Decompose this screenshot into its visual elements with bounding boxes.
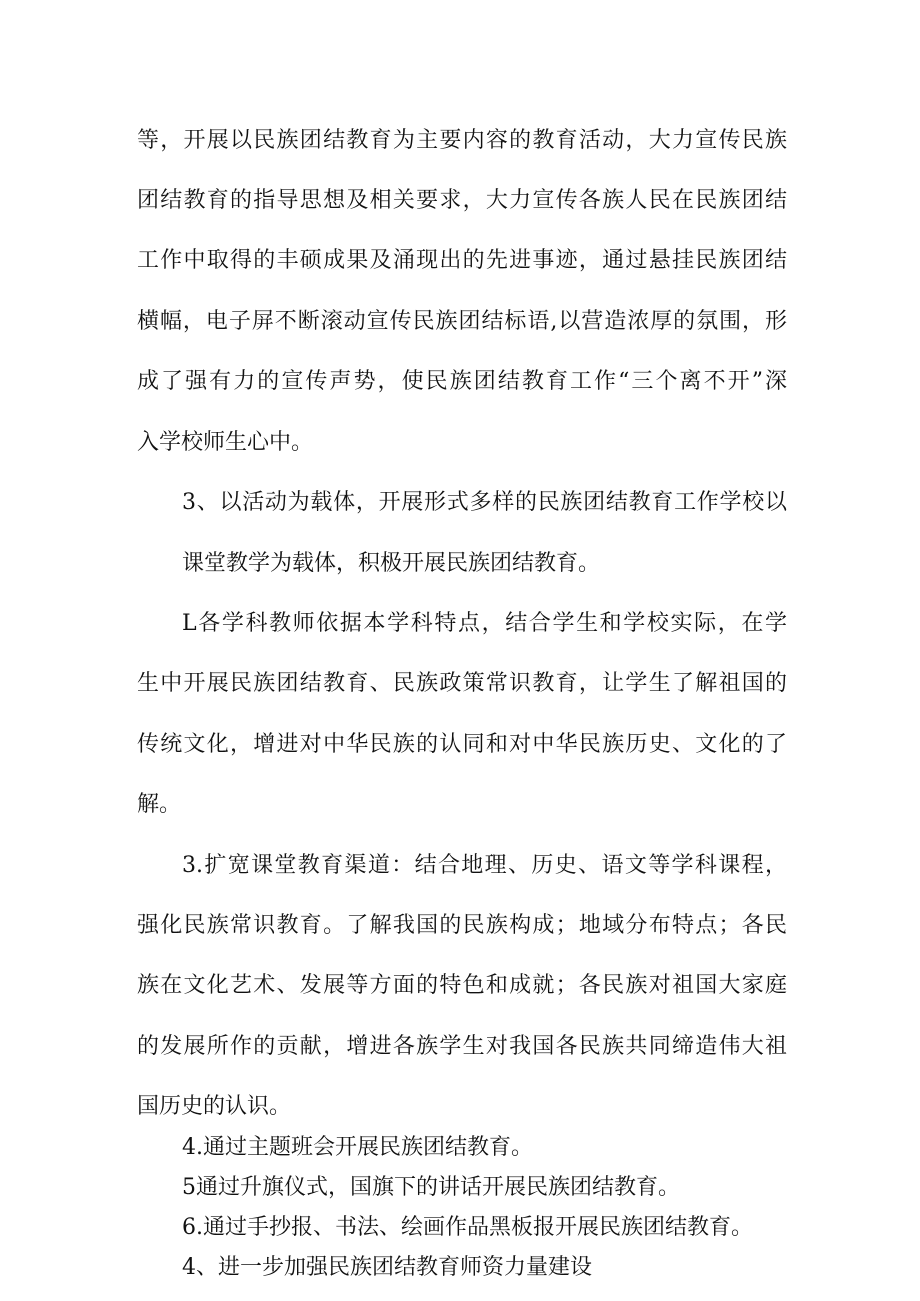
text-line: 4、进一步加强民族团结教育师资力量建设 (182, 1255, 592, 1280)
text-line: 强化民族常识教育。了解我国的民族构成；地域分布特点；各民 (137, 913, 787, 938)
text-line: 的发展所作的贡献，增进各族学生对我国各民族共同缔造伟大祖 (137, 1034, 787, 1059)
text-line: L各学科教师依据本学科特点，结合学生和学校实际，在学 (182, 611, 787, 636)
text-line: 课堂教学为载体，积极开展民族团结教育。 (182, 551, 601, 576)
text-line: 工作中取得的丰硕成果及涌现出的先进事迹，通过悬挂民族团结 (137, 248, 787, 273)
text-line: 国历史的认识。 (137, 1094, 292, 1119)
text-line: 5通过升旗仪式，国旗下的讲话开展民族团结教育。 (182, 1175, 680, 1200)
text-line: 族在文化艺术、发展等方面的特色和成就；各民族对祖国大家庭 (137, 973, 787, 998)
text-line: 6.通过手抄报、书法、绘画作品黑板报开展民族团结教育。 (182, 1215, 753, 1240)
text-line: 3、以活动为载体，开展形式多样的民族团结教育工作学校以 (182, 490, 787, 515)
text-line: 解。 (137, 792, 182, 817)
text-line: 等，开展以民族团结教育为主要内容的教育活动，大力宣传民族 (137, 128, 787, 153)
text-line: 传统文化，增进对中华民族的认同和对中华民族历史、文化的了 (137, 732, 787, 757)
text-line: 团结教育的指导思想及相关要求，大力宣传各族人民在民族团结 (137, 188, 787, 213)
text-line: 生中开展民族团结教育、民族政策常识教育，让学生了解祖国的 (137, 671, 787, 696)
text-line: 4.通过主题班会开展民族团结教育。 (182, 1135, 533, 1160)
text-line: 成了强有力的宣传声势，使民族团结教育工作“三个离不开”深 (137, 369, 787, 394)
text-line: 横幅，电子屏不断滚动宣传民族团结标语,以营造浓厚的氛围，形 (137, 309, 787, 334)
text-line: 3.扩宽课堂教育渠道：结合地理、历史、语文等学科课程， (182, 853, 787, 878)
text-line: 入学校师生心中。 (137, 430, 314, 455)
